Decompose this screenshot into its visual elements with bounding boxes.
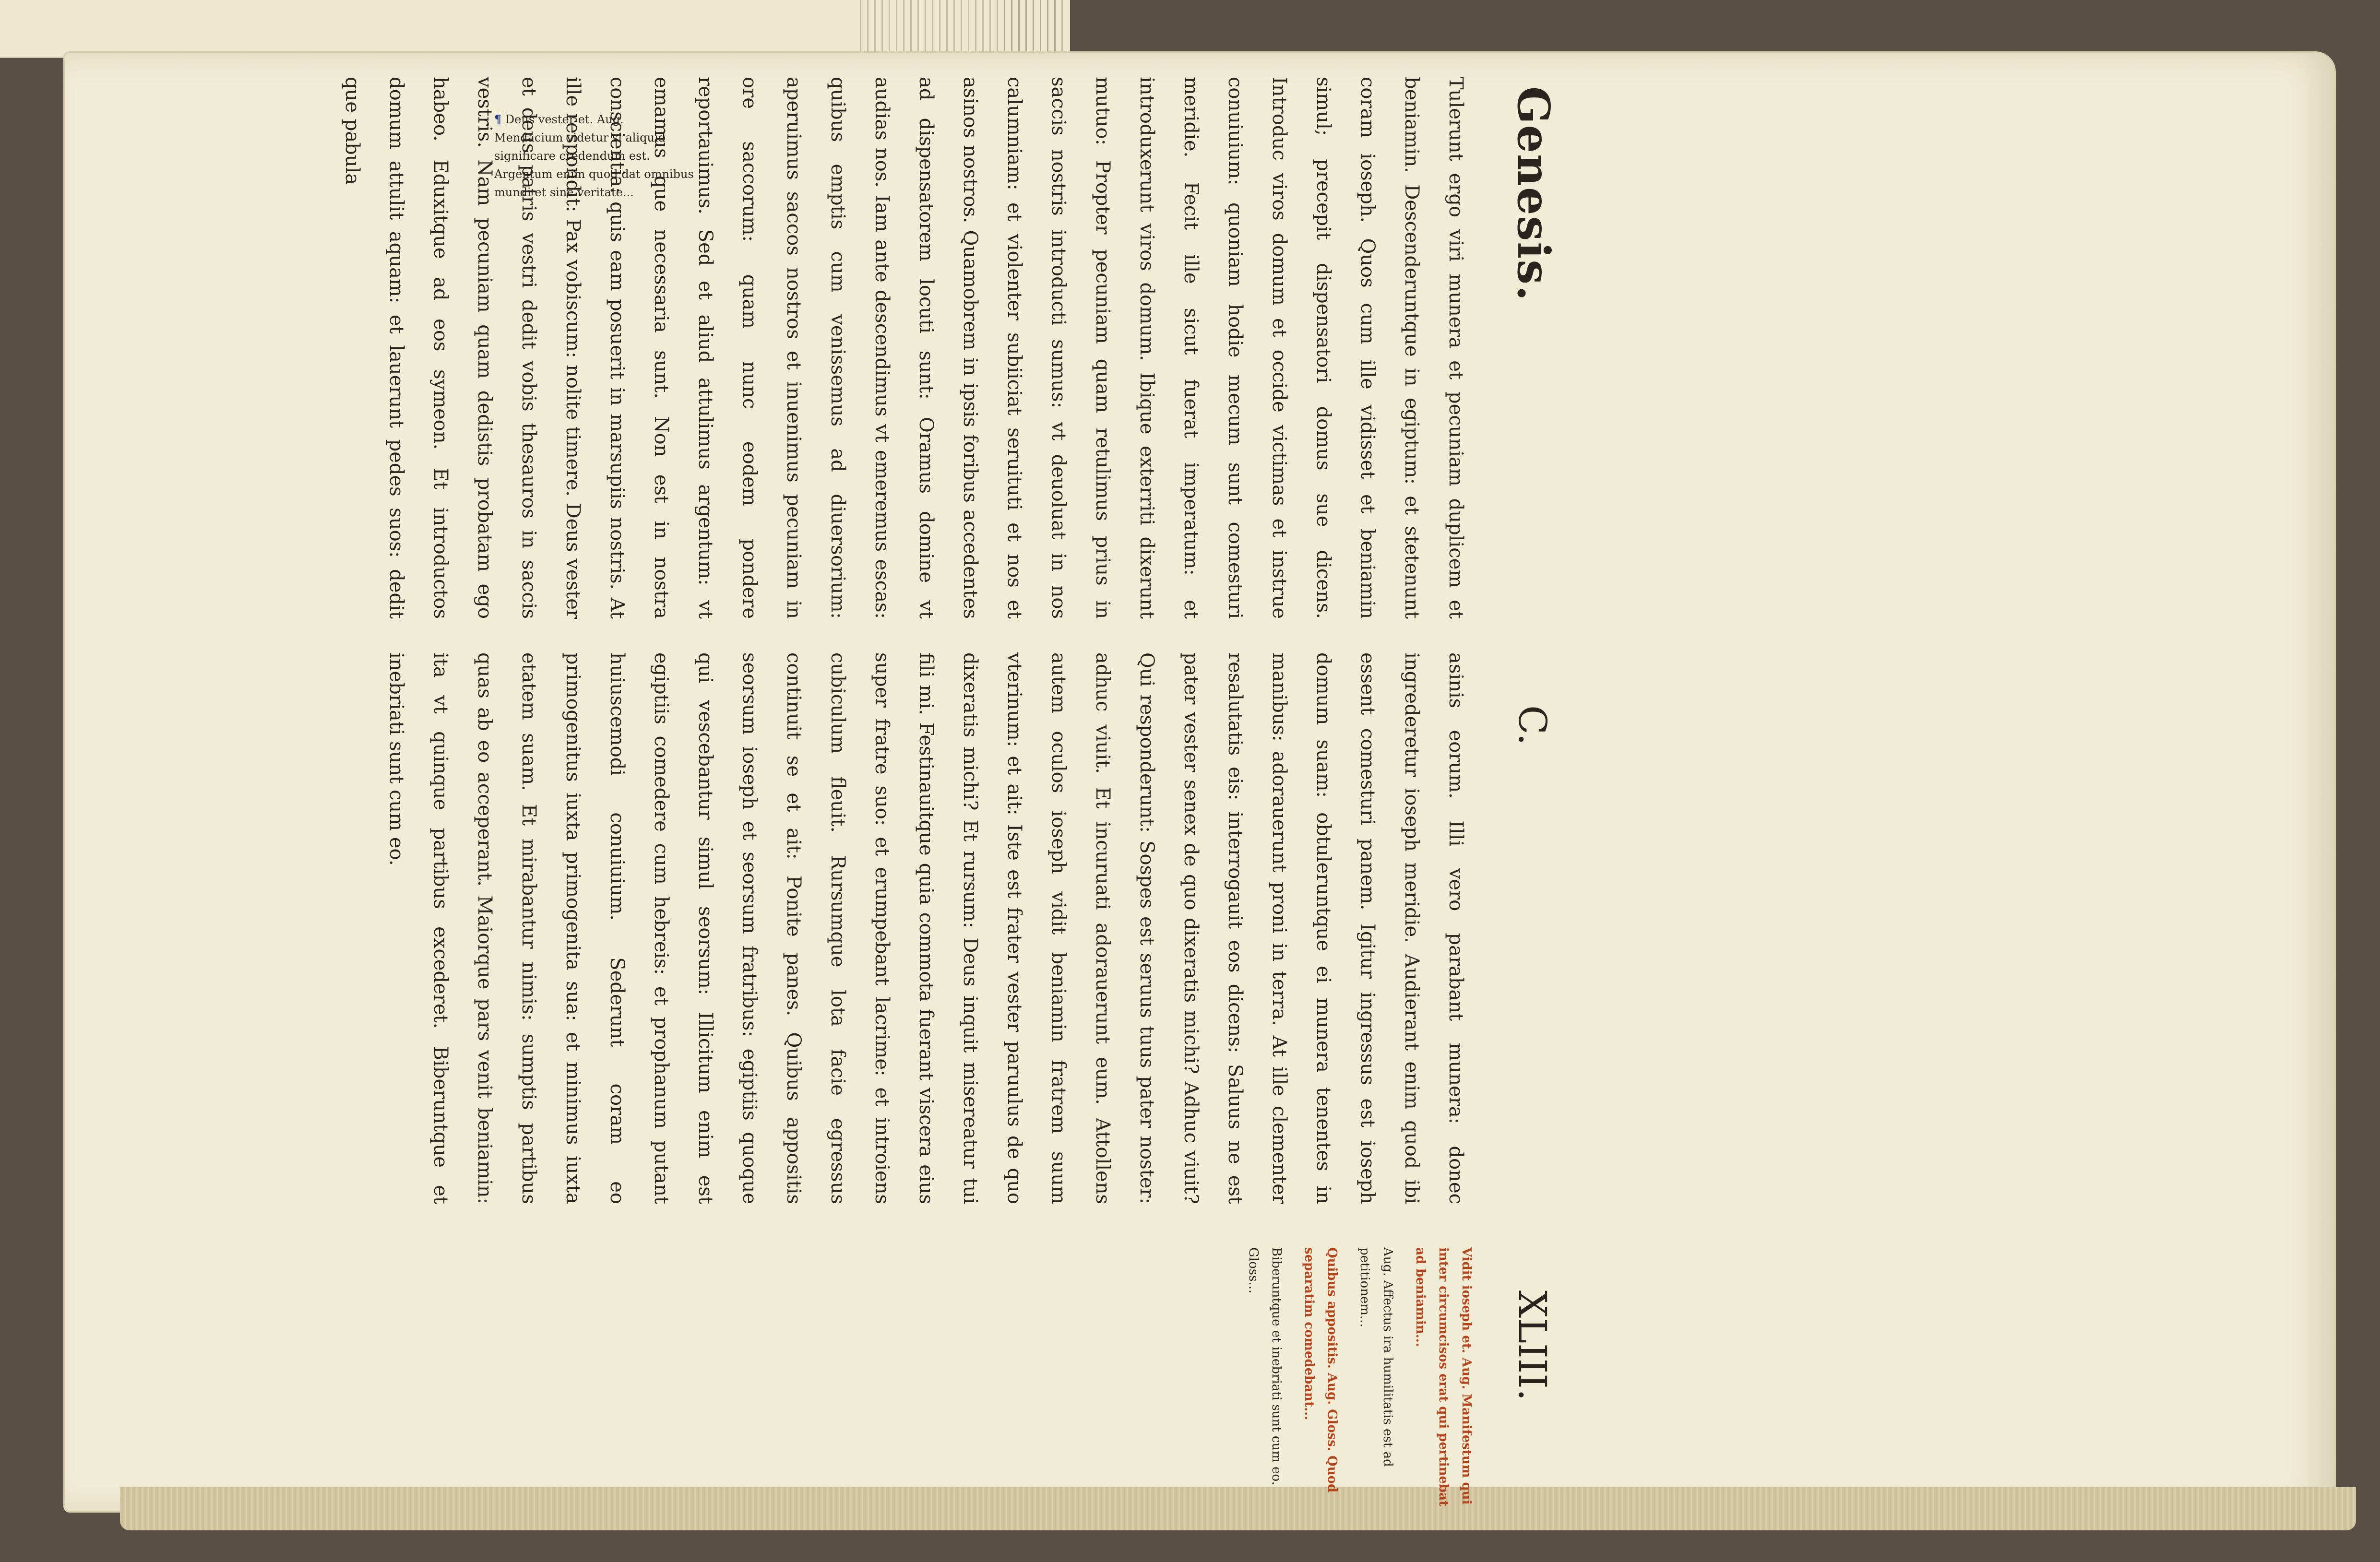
- margin-gloss: [494, 110, 696, 254]
- folio-letter: C.: [1510, 705, 1555, 746]
- column-2-text: asinis eorum. Illi vero parabant munera: donec ingrederetur ioseph meridie. Audierant enim quod ibi essent comesturi panem. Igitur ingressus est ioseph domum suam: obtuleruntque ei munera tenentes in manibus: adorauerunt proni in terra. At ille clementer resalutatis eis: interrogauit eos dicens: Saluus ne est pater vester senex de quo dixeratis michi? Adhuc viuit? Qui responderunt: Sospes est seruus tuus pater noster: adhuc viuit. Et incuruati adorauerunt eum. Attollens autem oculos ioseph vidit beniamin fratrem suum vterinum: et ait: Iste est frater vester paruulus de quo dixeratis michi? Et rursum: Deus inquit misereatur tui fili mi. Festinauitque quia commota fuerant viscera eius super fratre suo: et erumpebant lacrime: et introiens cubiculum fleuit. Rursumque lota facie egressus continuit se et ait: Ponite panes. Quibus appositis seorsum ioseph et seorsum fratribus: egiptiis quoque qui vescebantur simul seorsum: Illicitum enim est egiptiis comedere cum hebreis: et prophanum putant huiuscemodi conuiuium. Sederunt coram eo primogenitus iuxta primogenita sua: et minimus iuxta etatem suam. Et mirabantur nimis: sumptis partibus quas ab eo acceperant. Maiorque pars venit beniamin: ita vt quinque partibus excederet. Biberuntque et inebriati sunt cum eo.: [385, 652, 1467, 1204]
- column-1-text: Tulerunt ergo viri munera et pecuniam duplicem et beniamin. Descenderuntque in egiptum: et stetenunt coram ioseph. Quos cum ille vidisset et beniamin simul; precepit dispensatori domus sue dicens. Introduc viros domum et occide victimas et instrue conuiuium: quoniam hodie mecum sunt comesturi meridie. Fecit ille sicut fuerat imperatum: et introduxerunt viros domum. Ibique exterriti dixerunt mutuo: Propter pecuniam quam retulimus prius in saccis nostris introducti sumus: vt deuoluat in nos calumniam: et violenter subiiciat seruituti et nos et asinos nostros. Quamobrem in ipsis foribus accedentes ad dispensatorem locuti sunt: Oramus domine vt audias nos. Iam ante descendimus vt emeremus escas: quibus emptis cum venissemus ad diuersorium: aperuimus saccos nostros et inuenimus pecuniam in ore saccorum: quam nunc eodem pondere reportauimus. Sed et aliud attulimus argentum: vt emamus que necessaria sunt. Non est in nostra conscientia: quis eam posuerit in marsupiis nostris. At ille respondit: Pax vobiscum: nolite timere. Deus vester et deus patris vestri dedit vobis thesauros in saccis vestris. Nam pecuniam quam dedistis probatam ego habeo. Eduxitque ad eos symeon. Et introductos domum attulit aquam: et lauerunt pedes suos: dedit que pabula: [341, 77, 1467, 619]
- gloss-paragraph: Biberuntque et inebriati sunt cum eo. Gloss...: [1246, 1247, 1284, 1485]
- margin-gloss-text: Deus vester et. Aug. Mendacium videtur si aliquid significare credendum est. Argentum enim quod dat omnibus mundi et sine veritate...: [494, 113, 694, 199]
- gloss-paragraph: Vidit ioseph et. Aug. Manifestum qui inter circumcisos erat qui pertinebat ad beniamin...: [1413, 1247, 1474, 1507]
- paragraph-mark-icon: ¶: [494, 112, 502, 126]
- book-title: Genesis.: [1508, 86, 1559, 302]
- gloss-paragraph: Aug. Affectus ira humilitatis est ad petitionem...: [1357, 1247, 1395, 1467]
- previous-page-strip: [0, 0, 1070, 58]
- main-text-column-2: [365, 652, 1478, 1204]
- running-head: [1502, 58, 1564, 1545]
- folio-number: XLIII.: [1510, 1290, 1555, 1401]
- previous-page-rubric: [998, 0, 1065, 57]
- gloss-paragraph: Quibus appositis. Aug. Gloss. Quod separatim comedebant...: [1302, 1247, 1339, 1493]
- gloss-column: [1232, 1247, 1478, 1516]
